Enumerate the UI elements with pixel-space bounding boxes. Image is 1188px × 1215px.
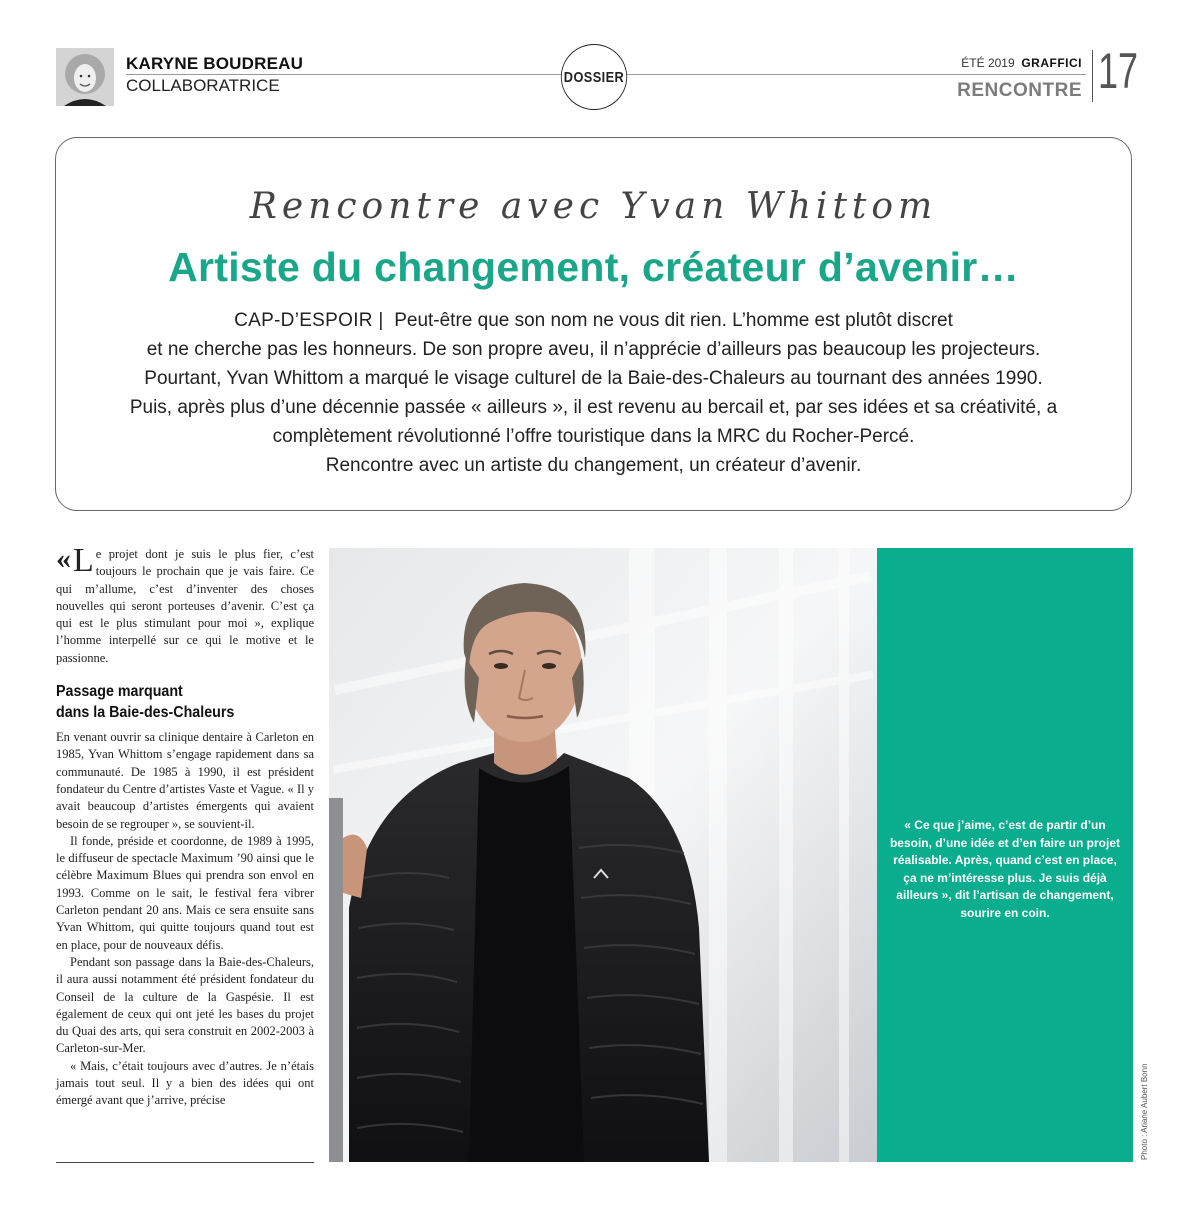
article-paragraph — [56, 542, 314, 667]
dossier-label: DOSSIER — [563, 68, 625, 86]
script-title: Rencontre avec Yvan Whittom — [249, 186, 938, 227]
opening-quote-mark: « — [56, 542, 71, 575]
lede — [70, 306, 1117, 480]
lede-line-1 — [70, 306, 1117, 335]
subheading-line-2: dans la Baie-des-Chaleurs — [56, 704, 235, 722]
article-paragraph: En venant ouvrir sa clinique dentaire à Carleton en 1985, Yvan Whittom s’engage rapidement dans sa communauté. De 1985 à 1990, il est président fondateur du Centre d’artistes Vaste et Vague. « Il y avait beaucoup d’artistes émergents qui avaient besoin de se regrouper », se souvient-il. — [56, 730, 314, 831]
paragraph-text: e projet dont je suis le plus fier, c’est toujours le prochain que je vais faire. Ce qui m’allume, c’est d’inventer des choses nouvelles qui seront porteuses d’avenir. C’est ça qui est le plus stimulant pour moi », explique l’homme interpellé sur ce qui le motive et le passionne. — [56, 547, 314, 665]
lede-line-6: Rencontre avec un artiste du changement, un créateur d’avenir. — [325, 455, 862, 476]
page-number: 17 — [1098, 43, 1139, 99]
subheading-line-1: Passage marquant — [56, 683, 183, 701]
photo-credit: Photo : Ariane Aubert Bonn — [1140, 1063, 1149, 1160]
article-paragraph: « Mais, c’était toujours avec d’autres. Je n’étais jamais tout seul. Il y a bien des idées qui ont émergé avant que j’arrive, précise — [56, 1058, 314, 1108]
page-number-divider — [1092, 50, 1093, 102]
lede-line-4: Puis, après plus d’une décennie passée « ailleurs », il est revenu au bercail et, par ses idées et sa créativité, a — [129, 397, 1058, 418]
headline: Artiste du changement, créateur d’avenir… — [168, 244, 1019, 290]
issue-brand: GRAFFICI — [1021, 56, 1082, 70]
author-avatar — [56, 48, 114, 106]
lede-line-5: complètement révolutionné l’offre touristique dans la MRC du Rocher-Percé. — [272, 426, 915, 447]
subheading — [56, 681, 293, 723]
article-paragraph: Il fonde, préside et coordonne, de 1989 à 1995, le diffuseur de spectacle Maximum ’90 ainsi que le célèbre Maximum Blues qui prendra son envol en 1993. Comme on le sait, le festival fera vibrer Carleton pendant 20 ans. Mais ce sera ensuite sans Yvan Whittom, qui quitte toujours quand tout est en place, pour de nouveaux défis. — [56, 833, 314, 952]
pull-quote: « Ce que j’aime, c’est de partir d’un besoin, d’une idée et d’en faire un projet réalisable. Après, quand c’est en place, ça ne m’intéresse plus. Je suis déjà ailleurs », dit l’artisan de changement, sourire en coin. — [889, 818, 1121, 920]
article-paragraph: Pendant son passage dans la Baie-des-Chaleurs, il aura aussi notamment été président fondateur du Conseil de la culture de la Gaspésie. Il est également de ceux qui ont jeté les bases du projet du Quai des arts, qui sera construit en 2002-2003 à Carleton-sur-Mer. — [56, 954, 314, 1056]
issue-season: ÉTÉ 2019 — [961, 56, 1015, 70]
drop-cap: L — [73, 542, 94, 579]
portrait-photo — [329, 548, 877, 1162]
column-bottom-rule — [56, 1162, 314, 1163]
lede-line-3: Pourtant, Yvan Whittom a marqué le visage culturel de la Baie-des-Chaleurs au tournant des années 1990. — [144, 368, 1043, 389]
dateline: CAP-D’ESPOIR | — [234, 310, 384, 331]
lede-text-1: Peut-être que son nom ne vous dit rien. L’homme est plutôt discret — [394, 310, 953, 331]
dossier-badge — [561, 44, 627, 110]
lede-line-2: et ne cherche pas les honneurs. De son propre aveu, il n’apprécie d’ailleurs pas beaucoup les projecteurs. — [146, 339, 1041, 360]
author-name: KARYNE BOUDREAU — [126, 54, 304, 73]
issue-info — [961, 56, 1082, 70]
article-column — [56, 542, 314, 1110]
author-role: COLLABORATRICE — [126, 76, 280, 95]
section-label: RENCONTRE — [957, 80, 1082, 101]
